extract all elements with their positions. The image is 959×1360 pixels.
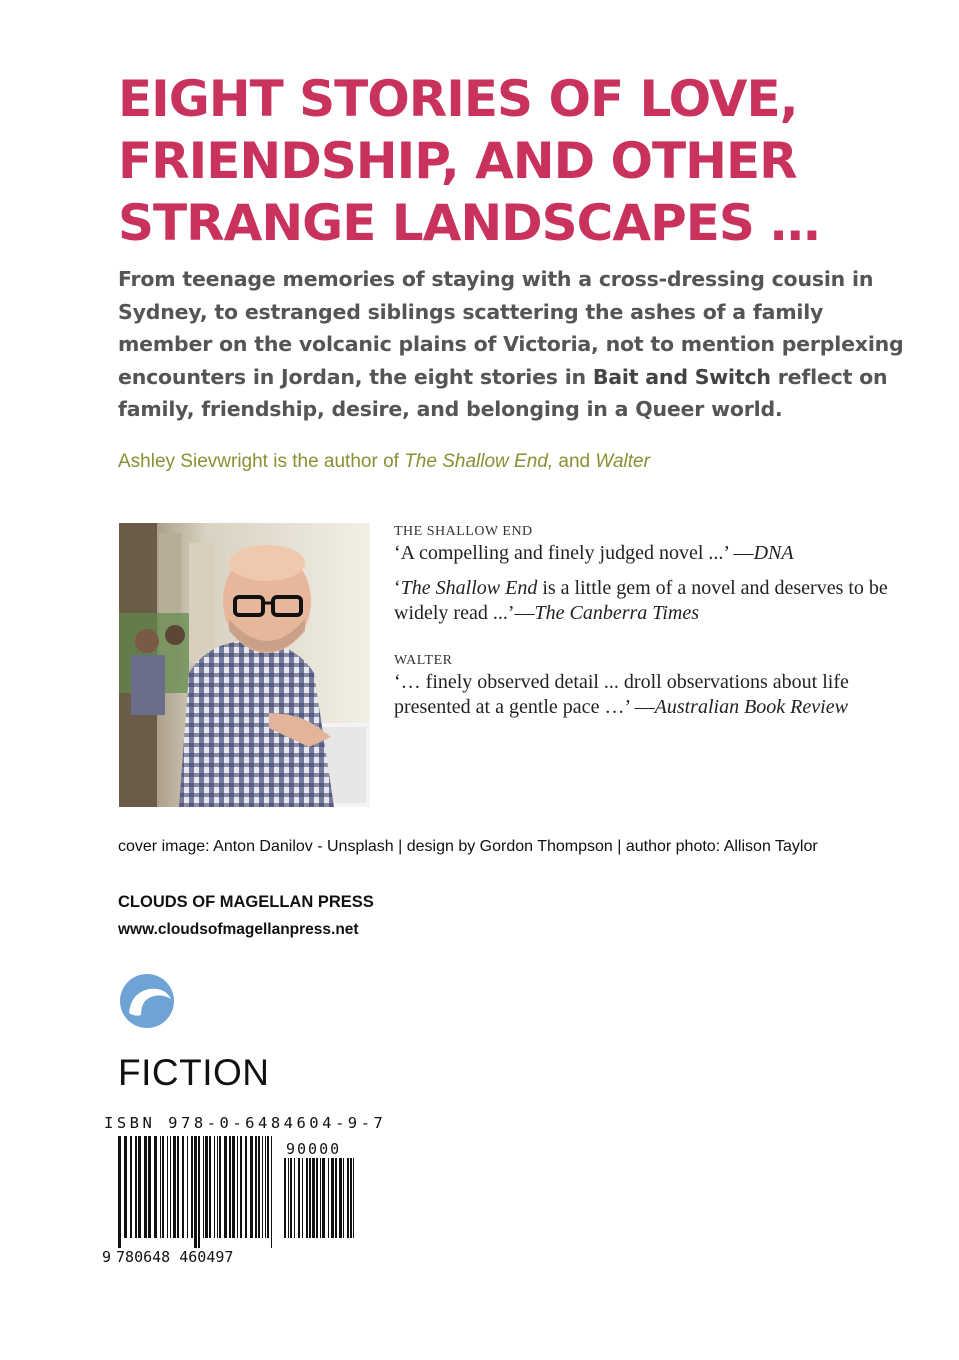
blurb-text: From teenage memories of staying with a cross-dressing cousin in Sydney, to estranged siblings scattering the ashes of a family member on the volcanic plains of Victoria, not to mention perplexing encounters in Jordan, the eight stories in (118, 267, 904, 389)
barcode-bar (224, 1136, 227, 1238)
barcode-bar (237, 1136, 238, 1238)
byline-book1: The Shallow End, (404, 451, 554, 472)
headline-line: STRANGE LANDSCAPES … (118, 194, 820, 252)
headline-line: EIGHT STORIES OF LOVE, (118, 70, 798, 128)
barcode-bar (347, 1158, 349, 1238)
barcode-bar (284, 1158, 286, 1238)
barcode-bar (267, 1136, 269, 1238)
barcode (96, 1114, 387, 1274)
review-heading-shallow-end: THE SHALLOW END (394, 524, 533, 539)
barcode-bar (130, 1136, 132, 1238)
blurb-text-end: reflect on family, friendship, desire, and belonging in a Queer world. (118, 364, 888, 421)
byline-joiner: and (553, 451, 596, 472)
barcode-bar (298, 1158, 300, 1238)
barcode-bar (170, 1136, 171, 1238)
barcode-bar (160, 1136, 161, 1238)
barcode-bar (177, 1136, 179, 1238)
review-quote-title: The Shallow End (400, 577, 538, 599)
barcode-bar (148, 1136, 151, 1238)
author-photo (119, 523, 370, 807)
review-quote (394, 576, 894, 626)
barcode-bar (320, 1158, 321, 1238)
review-quote-text: is a little gem of a novel and deserves to be widely read ...’— (394, 577, 888, 624)
barcode-bar (167, 1136, 168, 1238)
barcode-bar (232, 1136, 235, 1238)
barcode-bar (294, 1158, 295, 1238)
review-source: DNA (753, 542, 794, 564)
review-quote-text: ‘A compelling and finely judged novel ...’ — (394, 542, 754, 564)
barcode-bar (335, 1158, 337, 1238)
barcode-bar (255, 1136, 257, 1238)
barcode-bar (144, 1136, 147, 1238)
credits: cover image: Anton Danilov - Unsplash | design by Gordon Thompson | author photo: Allison Taylor (118, 838, 818, 855)
barcode-bar (191, 1136, 193, 1238)
barcode-bar (262, 1136, 263, 1238)
barcode-bar (353, 1158, 354, 1238)
barcode-bar (306, 1158, 308, 1238)
barcode-bar (322, 1158, 325, 1238)
barcode-bar (265, 1136, 266, 1238)
barcode-bar (138, 1136, 141, 1238)
review-source: Australian Book Review (654, 696, 848, 718)
review-quote (394, 541, 894, 566)
barcode-bar (316, 1158, 318, 1238)
headline-line: FRIENDSHIP, AND OTHER (118, 132, 797, 190)
barcode-bar (162, 1136, 164, 1238)
barcode-bar (339, 1158, 342, 1238)
isbn-text: ISBN 978-0-6484604-9-7 (104, 1114, 387, 1132)
barcode-bar (229, 1136, 231, 1238)
barcode-bar (288, 1158, 289, 1238)
barcode-bar (187, 1136, 188, 1238)
reviews (394, 523, 894, 720)
ean-lead-digit: 9 (102, 1248, 112, 1266)
ean-digits (102, 1248, 233, 1266)
review-quote-open: ‘ (394, 577, 401, 599)
byline-prefix: Ashley Sievwright is the author of (118, 451, 405, 472)
byline-book2: Walter (595, 451, 650, 472)
barcode-bar (312, 1158, 315, 1238)
barcode-bar (240, 1136, 242, 1238)
barcode-bar (331, 1158, 334, 1238)
genre-label: FICTION (118, 1052, 270, 1093)
barcode-bar (209, 1136, 211, 1238)
headline (118, 68, 918, 254)
barcode-bar (203, 1136, 204, 1238)
publisher-url: www.cloudsofmagellanpress.net (118, 921, 359, 938)
barcode-addon-bars (284, 1158, 358, 1248)
blurb-book-title: Bait and Switch (592, 364, 771, 389)
barcode-bar (182, 1136, 184, 1238)
barcode-bar (154, 1136, 157, 1238)
barcode-bar (302, 1158, 303, 1238)
review-heading-walter: WALTER (394, 653, 453, 668)
barcode-bar (194, 1136, 197, 1248)
review-quote (394, 670, 894, 720)
author-byline (118, 451, 650, 473)
barcode-bar (250, 1136, 253, 1238)
barcode-bar (258, 1136, 260, 1238)
review-quote-text: ‘… finely observed detail ... droll observations about life presented at a gentle pace …’ — (394, 671, 849, 718)
barcode-bars (118, 1136, 273, 1248)
barcode-bar (135, 1136, 137, 1238)
barcode-bar (290, 1158, 292, 1238)
barcode-bar (214, 1136, 215, 1238)
barcode-bar (205, 1136, 208, 1238)
barcode-bar (328, 1158, 329, 1238)
barcode-bar (309, 1158, 311, 1238)
barcode-bar (173, 1136, 176, 1238)
review-source: The Canberra Times (534, 602, 699, 624)
barcode-bar (245, 1136, 247, 1238)
blurb (118, 263, 908, 426)
barcode-addon-digits: 90000 (286, 1140, 342, 1158)
barcode-bar (124, 1136, 127, 1238)
publisher-name: CLOUDS OF MAGELLAN PRESS (118, 893, 374, 911)
barcode-bar (219, 1136, 221, 1238)
barcode-bar (217, 1136, 218, 1238)
barcode-bar (271, 1136, 272, 1248)
barcode-bar (343, 1158, 344, 1238)
barcode-bar (118, 1136, 121, 1248)
crescent-wave-icon (119, 973, 175, 1029)
ean-rest-digits: 780648 460497 (116, 1248, 234, 1266)
barcode-bar (350, 1158, 352, 1238)
barcode-bar (198, 1136, 200, 1248)
